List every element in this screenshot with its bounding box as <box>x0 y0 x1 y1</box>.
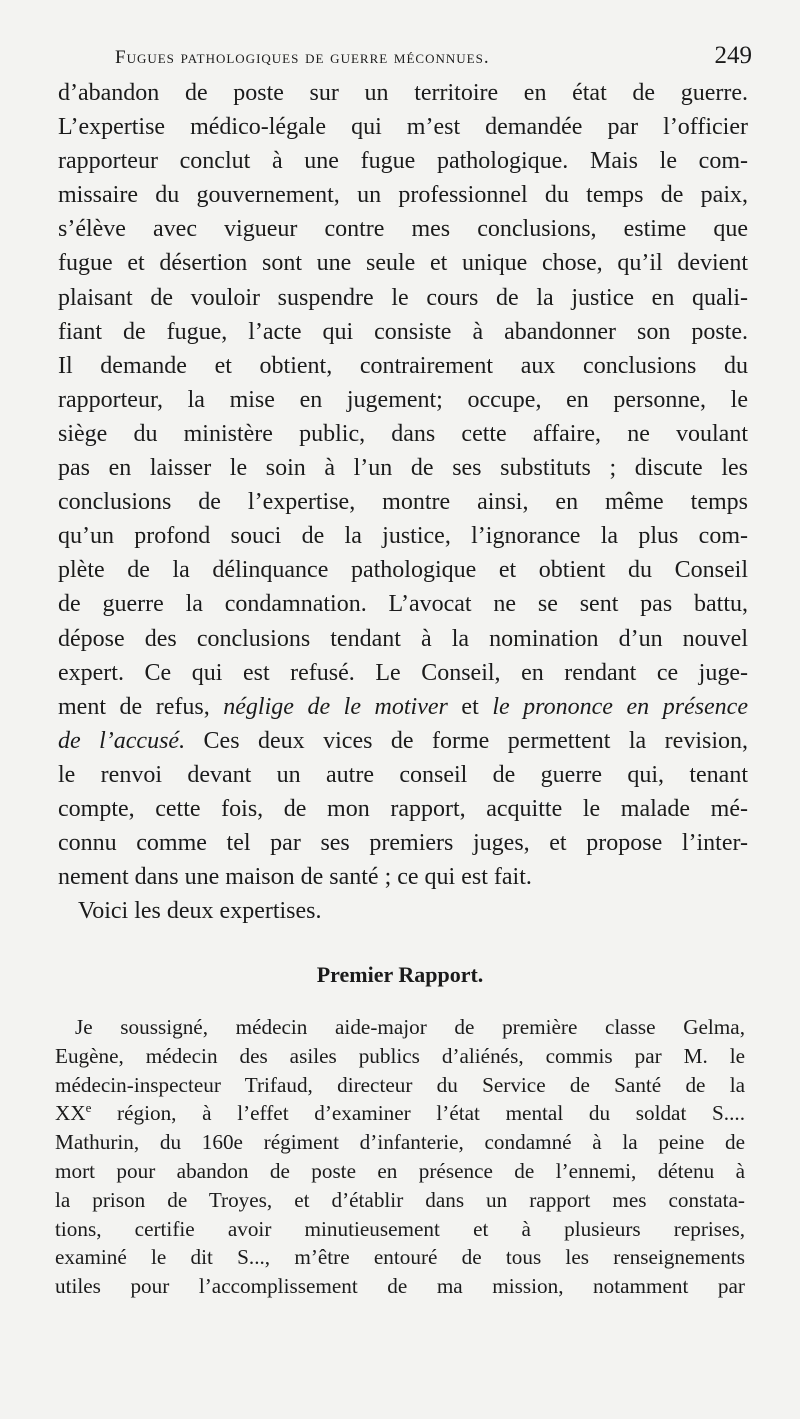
text-line: le renvoi devant un autre conseil de guerre qui, tenant <box>58 761 748 788</box>
report-line: tions, certifie avoir minutieusement et à plusieurs reprises, <box>55 1216 745 1241</box>
report-line: Mathurin, du 160e régiment d’infanterie, condamné à la peine de <box>55 1130 745 1155</box>
text-line: Il demande et obtient, contrairement aux conclusions du <box>58 352 748 379</box>
text-line: dépose des conclusions tendant à la nomination d’un nouvel <box>58 625 748 652</box>
report-line: Eugène, médecin des asiles publics d’aliénés, commis par M. le <box>55 1043 745 1068</box>
report-line: Je soussigné, médecin aide-major de première classe Gelma, <box>75 1015 745 1039</box>
text-line: rapporteur, la mise en jugement; occupe, en personne, le <box>58 386 748 413</box>
page-number: 249 <box>714 42 752 69</box>
text-line: missaire du gouvernement, un professionnel du temps de paix, <box>58 182 748 209</box>
text-run: Ces deux vices de forme permettent la revision, <box>185 727 748 754</box>
text-line: rapporteur conclut à une fugue pathologique. Mais le com- <box>58 148 748 175</box>
text-line: de guerre la condamnation. L’avocat ne se sent pas battu, <box>58 591 748 618</box>
text-line: qu’un profond souci de la justice, l’ignorance la plus com- <box>58 523 748 550</box>
text-line: connu comme tel par ses premiers juges, et propose l’inter- <box>58 830 748 857</box>
report-line: examiné le dit S..., m’être entouré de tous les renseignements <box>55 1245 745 1270</box>
text-line: expert. Ce qui est refusé. Le Conseil, en rendant ce juge- <box>58 659 748 686</box>
paragraph-continuation <box>58 76 748 894</box>
text-line: conclusions de l’expertise, montre ainsi, en même temps <box>58 489 748 516</box>
running-title: Fugues pathologiques de guerre méconnues. <box>115 47 490 68</box>
text-line: plète de la délinquance pathologique et obtient du Conseil <box>58 557 748 584</box>
paragraph-intro: Voici les deux expertises. <box>78 898 322 925</box>
italic-run: de l’accusé. <box>58 727 186 754</box>
text-line: L’expertise médico-légale qui m’est demandée par l’officier <box>58 114 748 141</box>
text-line <box>58 724 748 758</box>
text-run: région, à l’effet d’examiner l’état mental du soldat S.... <box>91 1101 745 1126</box>
report-line: utiles pour l’accomplissement de ma mission, notamment par <box>55 1274 745 1299</box>
text-line: compte, cette fois, de mon rapport, acquitte le malade mé- <box>58 795 748 822</box>
superscript: e <box>85 1100 92 1116</box>
running-header <box>115 42 752 70</box>
report-line <box>55 1099 745 1128</box>
report-text <box>55 1013 745 1301</box>
text-line: d’abandon de poste sur un territoire en état de guerre. <box>58 80 748 106</box>
report-line: médecin-inspecteur Trifaud, directeur du Service de Santé de la <box>55 1072 745 1097</box>
text-run: et <box>447 693 493 720</box>
text-line: fiant de fugue, l’acte qui consiste à abandonner son poste. <box>58 318 748 345</box>
text-line: siège du ministère public, dans cette affaire, ne voulant <box>58 420 748 447</box>
text-run: XX <box>55 1101 86 1126</box>
report-line: la prison de Troyes, et d’établir dans un rapport mes constata- <box>55 1187 745 1212</box>
text-line: s’élève avec vigueur contre mes conclusions, estime que <box>58 216 748 243</box>
section-heading: Premier Rapport. <box>316 962 484 987</box>
text-line: pas en laisser le soin à l’un de ses substituts ; discute les <box>58 455 748 482</box>
italic-run: le prononce en présence <box>492 693 748 720</box>
main-text <box>58 76 748 928</box>
text-line: nement dans une maison de santé ; ce qui est fait. <box>58 864 532 891</box>
italic-run: néglige de le motiver <box>223 693 448 720</box>
text-line: plaisant de vouloir suspendre le cours de la justice en quali- <box>58 284 748 311</box>
text-line <box>58 690 748 724</box>
text-run: ment de refus, <box>58 693 224 720</box>
text-line: fugue et désertion sont une seule et unique chose, qu’il devient <box>58 250 748 277</box>
report-line: mort pour abandon de poste en présence de l’ennemi, détenu à <box>55 1158 745 1183</box>
